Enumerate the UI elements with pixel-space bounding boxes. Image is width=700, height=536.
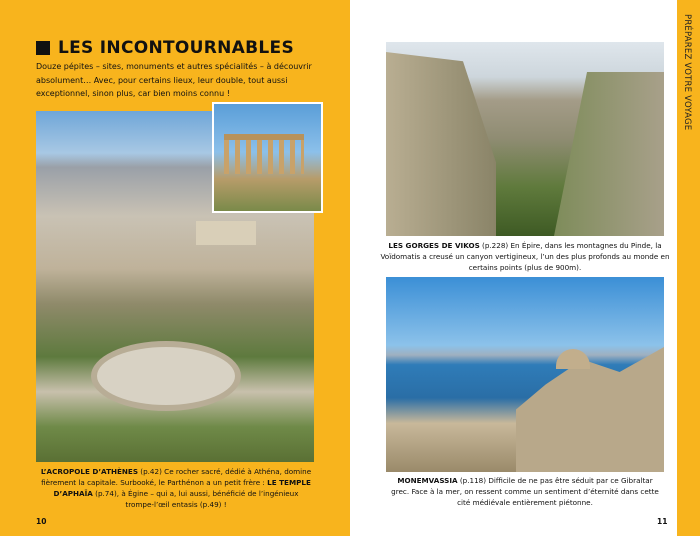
caption-text: (p.228) En Épire, dans les montagnes du Pinde, la Voïdomatis a creusé un canyon vertigineux, l’un des plus profonds au monde en certains points (plus de 900m). [380, 241, 670, 272]
caption-place: LES GORGES DE VIKOS [388, 241, 480, 250]
caption-text: (p.74), à Égine – qui a, lui aussi, bénéficié de l’ingénieux trompe-l’œil entasis (p.49) ! [92, 489, 299, 509]
caption-place: MONEMVASSIA [397, 476, 458, 485]
vikos-caption [380, 240, 670, 273]
caption-text: (p.42) Ce rocher sacré, dédié à Athéna, domine fièrement la capitale. Surbooké, le Parthénon a un petit frère : [41, 467, 312, 487]
intro-text: Douze pépites – sites, monuments et autres spécialités – à découvrir absolument… Avec, pour certains lieux, leur double, tout aussi exceptionnel, sinon plus, car bien moins connu ! [36, 62, 312, 98]
caption-place: LE TEMPLE D’APHAÏA [53, 478, 311, 498]
caption-place: L’ACROPOLE D’ATHÈNES [40, 467, 138, 476]
caption-text: (p.118) Difficile de ne pas être séduit par ce Gibraltar grec. Face à la mer, on ressent comme un sentiment d’éternité dans cette cité médiévale entièrement piétonne. [391, 476, 659, 507]
side-tab-label: PRÉPAREZ VOTRE VOYAGE [682, 14, 692, 131]
square-bullet-icon [36, 41, 50, 55]
monemvasia-caption [390, 475, 660, 508]
right-page [350, 0, 677, 536]
vikos-gorge-photo [386, 42, 664, 236]
temple-aphaia-photo [212, 102, 323, 213]
page-number: 10 [36, 517, 47, 526]
acropolis-caption [40, 466, 312, 510]
section-title [36, 38, 294, 58]
title-text: LES INCONTOURNABLES [58, 38, 294, 58]
side-tab [677, 0, 700, 536]
monemvasia-photo [386, 277, 664, 472]
page-number: 11 [657, 517, 668, 526]
